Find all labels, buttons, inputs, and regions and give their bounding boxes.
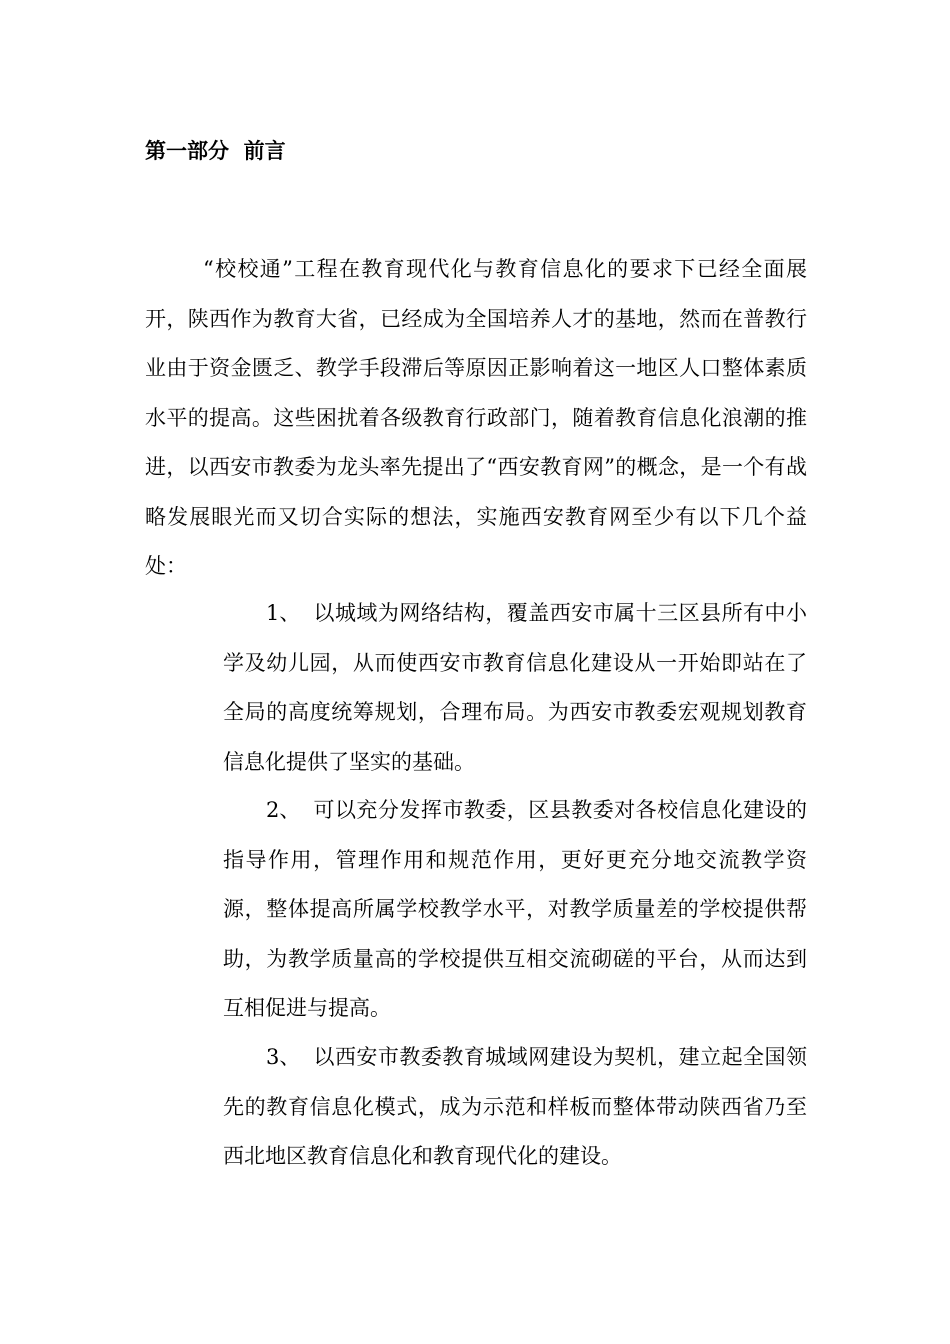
list-item-number: 2、 <box>266 798 301 822</box>
list-item <box>223 1033 807 1182</box>
list-item-number: 1、 <box>266 601 301 625</box>
list-item-text: 可以充分发挥市教委，区县教委对各校信息化建设的指导作用，管理作用和规范作用，更好更充分地交流教学资源，整体提高所属学校教学水平，对教学质量差的学校提供帮助，为教学质量高的学校提供互相交流砌磋的平台，从而达到互相促进与提高。 <box>223 798 807 1020</box>
list-item <box>223 589 807 787</box>
list-item-number: 3、 <box>266 1045 301 1069</box>
section-heading: 第一部分 前言 <box>145 139 286 163</box>
intro-paragraph <box>145 245 807 592</box>
list-item-text: 以城域为网络结构，覆盖西安市属十三区县所有中小学及幼儿园，从而使西安市教育信息化建设从一开始即站在了全局的高度统筹规划，合理布局。为西安市教委宏观规划教育信息化提供了坚实的基础。 <box>223 601 807 774</box>
list-item <box>223 786 807 1034</box>
list-item-text: 以西安市教委教育城域网建设为契机，建立起全国领先的教育信息化模式，成为示范和样板而整体带动陕西省乃至西北地区教育信息化和教育现代化的建设。 <box>223 1045 807 1168</box>
intro-text: “校校通”工程在教育现代化与教育信息化的要求下已经全面展开，陕西作为教育大省，已经成为全国培养人才的基地，然而在普教行业由于资金匮乏、教学手段滞后等原因正影响着这一地区人口整体素质水平的提高。这些困扰着各级教育行政部门，随着教育信息化浪潮的推进，以西安市教委为龙头率先提出了“西安教育网”的概念，是一个有战略发展眼光而又切合实际的想法，实施西安教育网至少有以下几个益处： <box>145 257 807 578</box>
